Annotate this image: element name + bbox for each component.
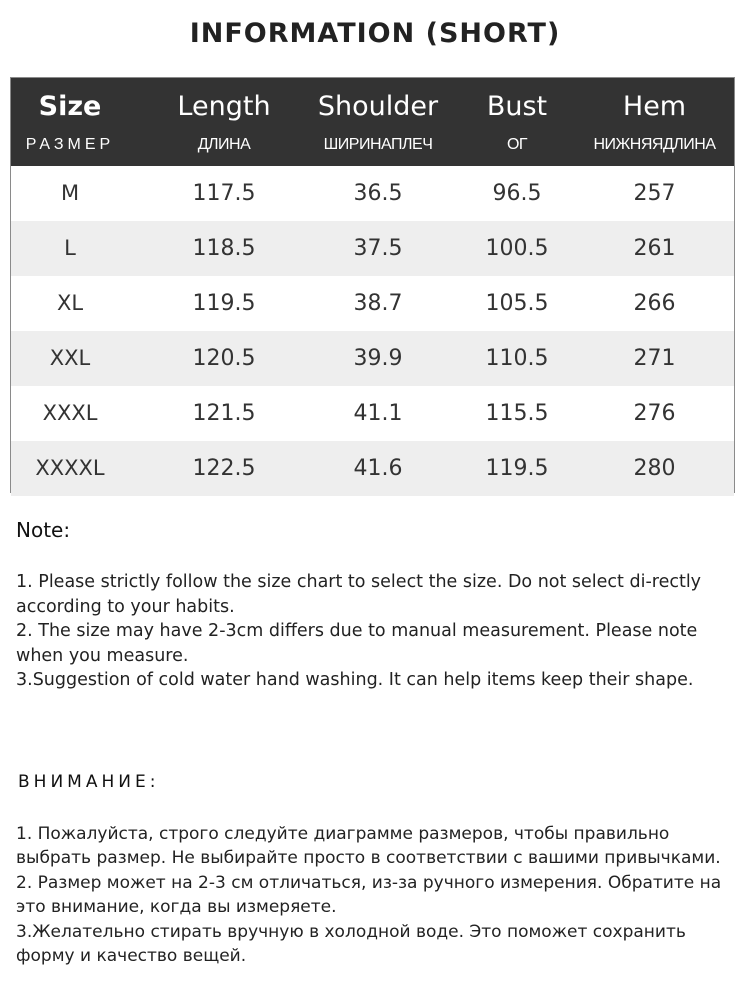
note-section xyxy=(16,518,736,690)
cell-shoulder: 39.9 xyxy=(353,346,403,371)
note-item: 2. The size may have 2-3cm differs due to manual measurement. Please note when you measure. xyxy=(16,621,698,666)
page-title: INFORMATION (SHORT) xyxy=(189,18,561,49)
ru-note-item: 3.Желательно стирать вручную в холодной воде. Это поможет сохранить форму и качество вещей. xyxy=(16,921,686,967)
cell-shoulder: 41.6 xyxy=(353,456,403,481)
cell-shoulder: 41.1 xyxy=(353,401,403,426)
cell-hem: 266 xyxy=(633,291,676,316)
header-length xyxy=(144,78,304,166)
cell-size: XXXXL xyxy=(35,456,105,480)
cell-length: 118.5 xyxy=(192,236,256,261)
note-title: Note: xyxy=(16,518,71,542)
header-size-ru: РАЗМЕР xyxy=(25,136,115,153)
ru-note-section xyxy=(16,772,738,967)
cell-hem: 261 xyxy=(633,236,676,261)
cell-shoulder: 37.5 xyxy=(353,236,403,261)
header-hem-ru: НИЖНЯЯДЛИНА xyxy=(593,136,716,153)
header-shoulder-ru: ШИРИНАПЛЕЧ xyxy=(323,136,433,153)
cell-size: L xyxy=(64,236,76,260)
table-row xyxy=(11,166,734,221)
table-row xyxy=(11,386,734,441)
note-item: 3.Suggestion of cold water hand washing. It can help items keep their shape. xyxy=(16,670,694,690)
note-list xyxy=(16,570,716,693)
cell-size: XXL xyxy=(49,346,91,370)
table-row xyxy=(11,441,734,496)
table-row xyxy=(11,276,734,331)
cell-length: 117.5 xyxy=(192,181,256,206)
cell-size: M xyxy=(60,181,80,205)
size-chart-table xyxy=(10,77,735,493)
note-item: 1. Please strictly follow the size chart to select the size. Do not select di-rectly according to your habits. xyxy=(16,572,702,617)
header-shoulder-en: Shoulder xyxy=(317,91,439,122)
cell-hem: 276 xyxy=(633,401,676,426)
table-row xyxy=(11,331,734,386)
header-hem xyxy=(582,78,727,166)
header-size-en: Size xyxy=(38,91,102,122)
cell-shoulder: 36.5 xyxy=(353,181,403,206)
header-length-ru: ДЛИНА xyxy=(197,136,251,153)
cell-bust: 100.5 xyxy=(485,236,549,261)
header-size xyxy=(11,78,129,166)
table-header xyxy=(11,78,734,166)
cell-hem: 271 xyxy=(633,346,676,371)
cell-hem: 280 xyxy=(633,456,676,481)
ru-note-item: 2. Размер может на 2-3 см отличаться, из-за ручного измерения. Обратите на это внимание, когда вы измеряете. xyxy=(16,872,722,918)
table-row xyxy=(11,221,734,276)
cell-length: 122.5 xyxy=(192,456,256,481)
ru-note-title: ВНИМАНИЕ: xyxy=(18,772,160,792)
cell-bust: 96.5 xyxy=(492,181,542,206)
header-bust-en: Bust xyxy=(486,91,548,122)
cell-size: XL xyxy=(56,291,84,315)
cell-hem: 257 xyxy=(633,181,676,206)
cell-size: XXXL xyxy=(42,401,98,425)
cell-bust: 119.5 xyxy=(485,456,549,481)
header-bust xyxy=(452,78,582,166)
cell-length: 121.5 xyxy=(192,401,256,426)
cell-shoulder: 38.7 xyxy=(353,291,403,316)
header-length-en: Length xyxy=(177,91,271,122)
cell-bust: 105.5 xyxy=(485,291,549,316)
header-shoulder xyxy=(304,78,452,166)
header-bust-ru: ОГ xyxy=(506,136,528,153)
cell-length: 119.5 xyxy=(192,291,256,316)
cell-length: 120.5 xyxy=(192,346,256,371)
header-hem-en: Hem xyxy=(622,91,687,122)
ru-note-item: 1. Пожалуйста, строго следуйте диаграмме размеров, чтобы правильно выбрать размер. Не выбирайте просто в соответствии с вашими привычками. xyxy=(16,824,721,869)
ru-note-list xyxy=(16,822,726,968)
cell-bust: 115.5 xyxy=(485,401,549,426)
cell-bust: 110.5 xyxy=(485,346,549,371)
